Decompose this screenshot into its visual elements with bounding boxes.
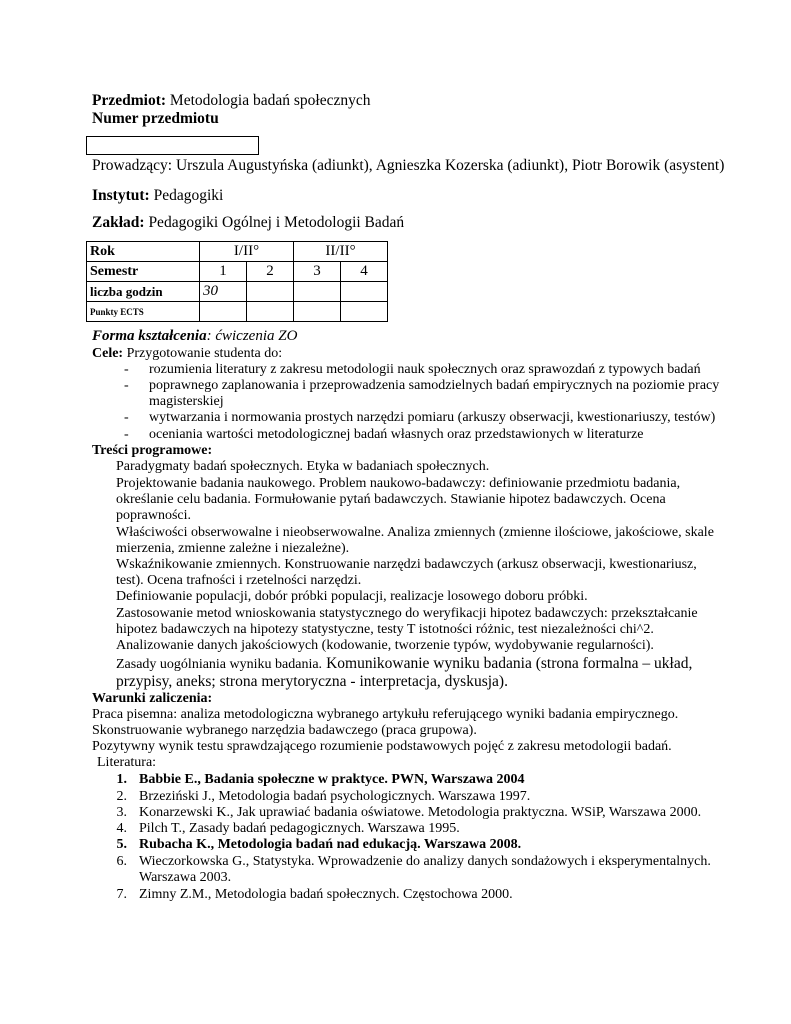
institute-value: Pedagogiki (153, 187, 224, 204)
literature-label: Literatura: (97, 755, 157, 770)
table-row (87, 302, 388, 322)
lit-num: 1. (116, 772, 127, 787)
semester-1: 1 (200, 262, 247, 282)
row-ects-label: Punkty ECTS (87, 302, 200, 322)
lit-num: 2. (116, 789, 127, 804)
institute-line (92, 187, 223, 205)
content-last-b: Komunikowanie wyniku badania (strona formalna – układ, (326, 655, 693, 672)
hours-3 (294, 282, 341, 302)
content-line: Paradygmaty badań społecznych. Etyka w badaniach społecznych. (116, 459, 490, 474)
hours-table (86, 241, 388, 322)
ects-4 (341, 302, 388, 322)
bullet: - (124, 378, 129, 393)
year-1: I/II° (200, 242, 294, 262)
table-row (87, 242, 388, 262)
content-line: Analizowanie danych jakościowych (kodowanie, tworzenie typów, wydobywanie regularności). (116, 638, 654, 653)
semester-3: 3 (294, 262, 341, 282)
bullet: - (124, 362, 129, 377)
lit-num: 3. (116, 805, 127, 820)
lit-item: Zimny Z.M., Metodologia badań społecznych. Częstochowa 2000. (139, 887, 513, 902)
goals-label: Cele: (92, 346, 124, 361)
content-line: określanie celu badania. Formułowanie pytań badawczych. Stawianie hipotez badawczych. Ocena (116, 492, 666, 507)
table-row (87, 262, 388, 282)
lit-num: 5. (116, 837, 127, 852)
goal-item: wytwarzania i normowania prostych narzędzi pomiaru (arkuszy obserwacji, kwestionariuszy, testów) (149, 410, 716, 425)
department-label: Zakład: (92, 214, 145, 231)
subject-value: Metodologia badań społecznych (169, 92, 371, 109)
content-line-last (116, 655, 692, 673)
goals-intro: Przygotowanie studenta do: (126, 346, 283, 361)
lit-item: Brzeziński J., Metodologia badań psychologicznych. Warszawa 1997. (139, 789, 531, 804)
goal-item: magisterskiej (149, 394, 224, 409)
goal-item: poprawnego zaplanowania i przeprowadzenia samodzielnych badań empirycznych na poziomie pracy (149, 378, 720, 393)
content-line: poprawności. (116, 508, 192, 523)
row-year-label: Rok (87, 242, 200, 262)
row-hours-label: liczba godzin (87, 282, 200, 302)
goal-item: oceniania wartości metodologicznej badań własnych oraz przedstawionych w literaturze (149, 427, 644, 442)
number-box (86, 136, 259, 155)
lit-item: Pilch T., Zasady badań pedagogicznych. Warszawa 1995. (139, 821, 460, 836)
lit-item: Konarzewski K., Jak uprawiać badania oświatowe. Metodologia praktyczna. WSiP, Warszawa 2000. (139, 805, 702, 820)
lecturers-label: Prowadzący: (92, 157, 173, 174)
form-value: : ćwiczenia ZO (206, 328, 298, 344)
department-value: Pedagogiki Ogólnej i Metodologii Badań (148, 214, 405, 231)
lit-item: Wieczorkowska G., Statystyka. Wprowadzenie do analizy danych sondażowych i eksperymentalnych. (139, 854, 711, 869)
content-line: Wskaźnikowanie zmiennych. Konstruowanie narzędzi badawczych (arkusz obserwacji, kwestionariusz, (116, 557, 697, 572)
goal-item: rozumienia literatury z zakresu metodologii nauk społecznych oraz sprawozdań z typowych badań (149, 362, 701, 377)
content-line: Zastosowanie metod wnioskowania statystycznego do weryfikacji hipotez badawczych: przekształcanie (116, 606, 698, 621)
content-line: test). Ocena trafności i rzetelności narzędzi. (116, 573, 362, 588)
content-line: hipotez badawczych na hipotezy statystyczne, testy T istotności różnic, test niezależności chi^2. (116, 622, 654, 637)
conditions-label: Warunki zaliczenia: (92, 691, 213, 706)
content-line: Właściwości obserwowalne i nieobserwowalne. Analiza zmiennych (zmienne ilościowe, jakościowe, skale (116, 525, 714, 540)
lecturers-value: Urszula Augustyńska (adiunkt), Agnieszka Kozerska (adiunkt), Piotr Borowik (asystent) (175, 157, 725, 174)
condition-line: Pozytywny wynik testu sprawdzającego rozumienie podstawowych pojęć z zakresu metodologii badań. (92, 739, 672, 754)
semester-2: 2 (247, 262, 294, 282)
lit-num: 6. (116, 854, 127, 869)
condition-line: Skonstruowanie wybranego narzędzia badawczego (praca grupowa). (92, 723, 477, 738)
form-line (92, 328, 297, 345)
department-line (92, 214, 404, 232)
ects-1 (200, 302, 247, 322)
table-row (87, 282, 388, 302)
hours-1: 30 (200, 282, 247, 302)
hours-2 (247, 282, 294, 302)
semester-4: 4 (341, 262, 388, 282)
institute-label: Instytut: (92, 187, 150, 204)
bullet: - (124, 427, 129, 442)
goals-line (92, 346, 282, 362)
ects-3 (294, 302, 341, 322)
ects-2 (247, 302, 294, 322)
year-2: II/II° (294, 242, 388, 262)
lit-item: Rubacha K., Metodologia badań nad edukacją. Warszawa 2008. (139, 837, 522, 852)
hours-4 (341, 282, 388, 302)
subject-line (92, 92, 370, 110)
content-label: Treści programowe: (92, 443, 213, 458)
content-line: Definiowanie populacji, dobór próbki populacji, realizacje losowego doboru próbki. (116, 589, 588, 604)
row-semester-label: Semestr (87, 262, 200, 282)
lit-num: 7. (116, 887, 127, 902)
form-label: Forma kształcenia (92, 328, 207, 344)
lit-num: 4. (116, 821, 127, 836)
subject-label: Przedmiot: (92, 92, 167, 109)
lit-item: Warszawa 2003. (139, 870, 232, 885)
content-line: mierzenia, zmienne zależne i niezależne). (116, 541, 350, 556)
content-last-c: przypisy, aneks; strona merytoryczna - interpretacja, dyskusja). (116, 673, 508, 690)
content-last-a: Zasady uogólniania wyniku badania. (116, 657, 323, 672)
condition-line: Praca pisemna: analiza metodologiczna wybranego artykułu referującego wyniki badania empirycznego. (92, 707, 679, 722)
lecturers-line (92, 157, 724, 175)
bullet: - (124, 410, 129, 425)
content-line: Projektowanie badania naukowego. Problem naukowo-badawczy: definiowanie przedmiotu badania, (116, 476, 681, 491)
lit-item: Babbie E., Badania społeczne w praktyce. PWN, Warszawa 2004 (139, 772, 525, 787)
number-label: Numer przedmiotu (92, 110, 219, 127)
